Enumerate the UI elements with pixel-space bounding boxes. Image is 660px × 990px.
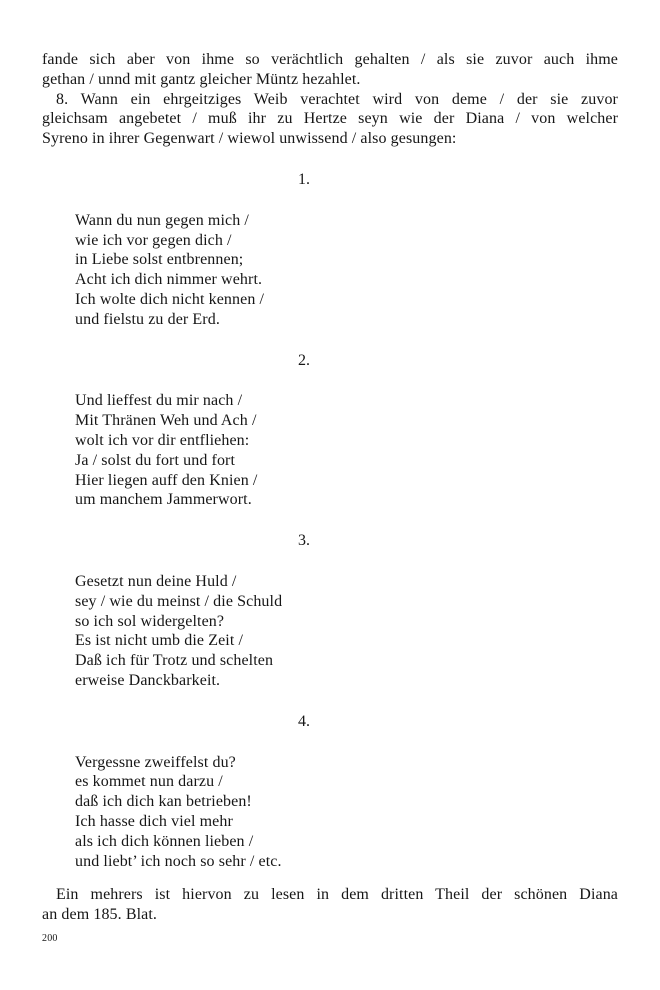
verse-line: Ja / solst du fort und fort xyxy=(75,451,236,469)
body-text-line: an dem 185. Blat. xyxy=(42,906,158,924)
verse-line: wie ich vor gegen dich / xyxy=(75,231,232,249)
body-text-line: gethan / unnd mit gantz gleicher Müntz hezahlet. xyxy=(42,70,361,88)
verse-line: Wann du nun gegen mich / xyxy=(75,211,249,229)
verse-line: daß ich dich kan betrieben! xyxy=(75,793,252,811)
verse-line: sey / wie du meinst / die Schuld xyxy=(75,592,283,610)
body-text-line: gleichsam angebetet / muß ihr zu Hertze seyn wie der Diana / von welcher xyxy=(42,110,618,128)
verse-line: als ich dich können lieben / xyxy=(75,832,254,850)
stanza xyxy=(75,391,618,510)
stanza xyxy=(75,572,618,691)
verse-line: Acht ich dich nimmer wehrt. xyxy=(75,271,263,289)
verse-line: Hier liegen auff den Knien / xyxy=(75,471,258,489)
body-text-line: Syreno in ihrer Gegenwart / wiewol unwissend / also gesungen: xyxy=(42,130,457,148)
stanza-number: 2. xyxy=(298,351,310,369)
stanza xyxy=(75,753,618,872)
body-text-line: fande sich aber von ihme so verächtlich gehalten / als sie zuvor auch ihme xyxy=(42,51,618,68)
verse-line: Ich wolte dich nicht kennen / xyxy=(75,290,265,308)
verse-line: so ich sol widergelten? xyxy=(75,612,225,630)
verse-line: und fielstu zu der Erd. xyxy=(75,310,220,328)
stanza xyxy=(75,211,618,330)
stanza-number: 4. xyxy=(298,712,310,730)
verse-line: wolt ich vor dir entfliehen: xyxy=(75,431,250,449)
verse-line: in Liebe solst entbrennen; xyxy=(75,251,244,269)
verse-line: Vergessne zweiffelst du? xyxy=(75,753,236,771)
verse-line: Ich hasse dich viel mehr xyxy=(75,812,233,830)
stanza-number: 1. xyxy=(298,170,310,188)
verse-line: es kommet nun darzu / xyxy=(75,773,223,791)
body-text-line: 8. Wann ein ehrgeitziges Weib verachtet wird von deme / der sie zuvor xyxy=(56,90,618,108)
stanza-number: 3. xyxy=(298,532,310,550)
verse-line: um manchem Jammerwort. xyxy=(75,491,252,509)
verse-line: Gesetzt nun deine Huld / xyxy=(75,572,237,590)
verse-line: erweise Danckbarkeit. xyxy=(75,671,221,689)
body-text-line: Ein mehrers ist hiervon zu lesen in dem dritten Theil der schönen Diana xyxy=(56,886,618,904)
verse-line: und liebt’ ich noch so sehr / etc. xyxy=(75,852,282,870)
verse-line: Daß ich für Trotz und schelten xyxy=(75,652,274,670)
page-number: 200 xyxy=(42,932,58,944)
verse-line: Es ist nicht umb die Zeit / xyxy=(75,632,244,650)
verse-line: Und lieffest du mir nach / xyxy=(75,392,243,410)
verse-line: Mit Thränen Weh und Ach / xyxy=(75,412,257,430)
